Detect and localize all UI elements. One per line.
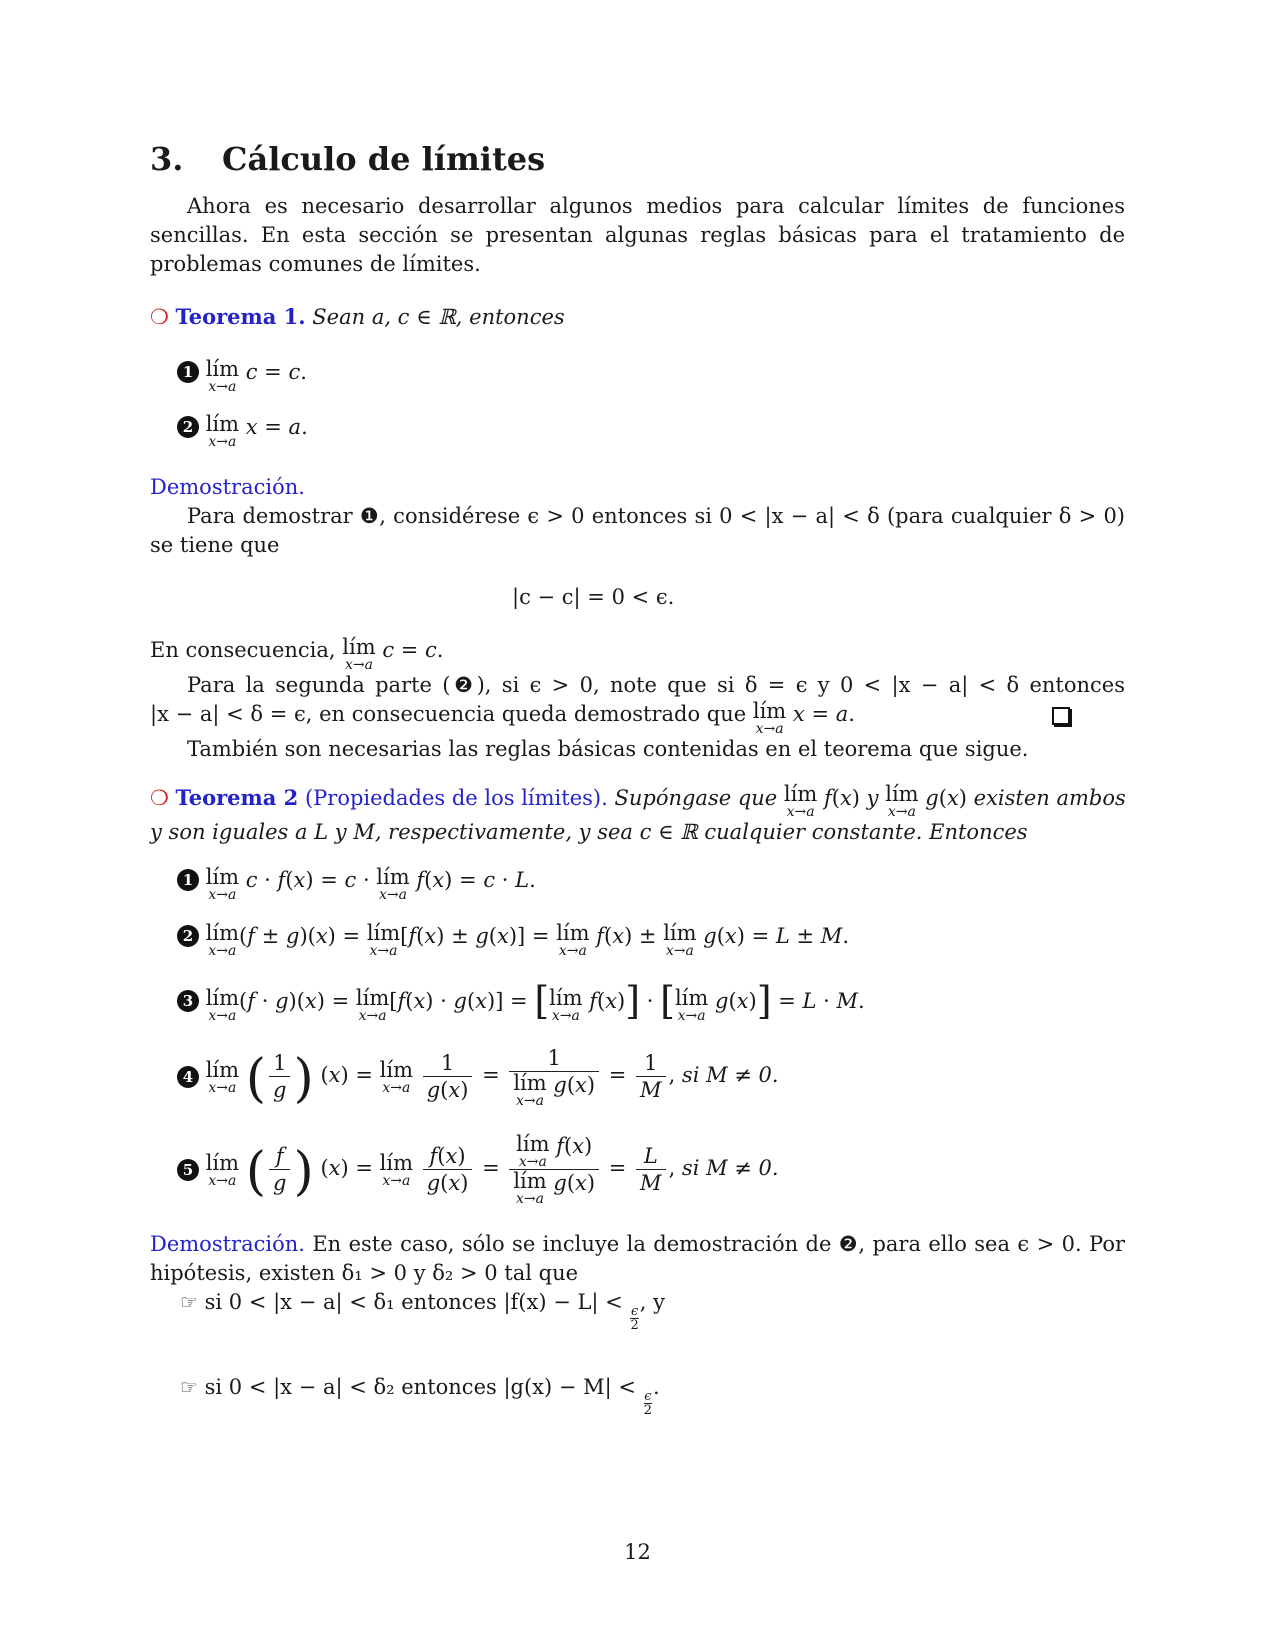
condition-text: si M ≠ 0. bbox=[681, 1063, 779, 1087]
bullet-3-icon: 3 bbox=[177, 990, 199, 1012]
hypothesis-2-text: si 0 < |x − a| < δ₂ entonces |g(x) − M| < bbox=[204, 1375, 636, 1399]
proof-1-part2-line2: |x − a| < δ = ϵ, en consecuencia queda demostrado que lím x→a x = a. bbox=[150, 699, 855, 737]
proof-1-equation: |c − c| = 0 < ϵ. bbox=[512, 585, 675, 609]
hypothesis-2: ☞ si 0 < |x − a| < δ₂ entonces |g(x) − M| < $\frac{\epsilon}{2}$ . bbox=[180, 1375, 660, 1418]
hypothesis-1: ☞ si 0 < |x − a| < δ₁ entonces |f(x) − L| < $\frac{\epsilon}{2}$ , y bbox=[180, 1290, 665, 1333]
lim-operator: lím x→a bbox=[376, 865, 410, 903]
pointing-hand-icon: ☞ bbox=[180, 1290, 198, 1314]
proof-1-part2-line1: Para la segunda parte (❷), si ϵ > 0, note que si δ = ϵ y 0 < |x − a| < δ entonces bbox=[187, 673, 1125, 697]
condition-text: si M ≠ 0. bbox=[681, 1156, 779, 1180]
proof-1-label: Demostración. bbox=[150, 475, 305, 499]
lim-operator: lím x→a bbox=[752, 699, 787, 737]
bullet-5-icon: 5 bbox=[177, 1159, 199, 1181]
theorem-1-item-1: 1 lím x→a c = c. bbox=[177, 358, 307, 394]
lim-operator: lím x→a bbox=[674, 986, 709, 1024]
hypothesis-2-tail: . bbox=[652, 1375, 660, 1399]
lim-operator: lím x→a bbox=[885, 782, 919, 820]
consequence-text: En consecuencia, bbox=[150, 638, 336, 662]
lim-operator: lím x→a bbox=[205, 412, 240, 450]
lim-operator: lím x→a bbox=[205, 986, 240, 1024]
pointing-hand-icon: ☞ bbox=[180, 1375, 198, 1399]
lim-operator: lím x→a bbox=[366, 921, 401, 959]
lim-operator: lím x→a bbox=[205, 865, 240, 903]
bullet-2-icon: 2 bbox=[177, 925, 199, 947]
lim-operator: lím x→a bbox=[205, 1057, 240, 1096]
bullet-2-icon: 2 bbox=[177, 416, 199, 438]
lim-operator: lím x→a bbox=[205, 357, 240, 395]
lim-operator: lím x→a bbox=[663, 921, 697, 959]
proof-2-line1 bbox=[150, 1230, 1125, 1259]
property-2: 2 lím x→a (f ± g)(x) = lím x→a [f(x) ± g(x)] = lím x→a f(x) ± lím x→a g(x) = L ± M. bbox=[177, 922, 849, 958]
lim-operator: lím x→a bbox=[783, 782, 818, 820]
lim-operator: lím x→a bbox=[516, 1132, 550, 1170]
bullet-1-icon: 1 bbox=[177, 361, 199, 383]
proof-2-text-a: En este caso, sólo se incluye la demostración de ❷, para ello sea ϵ > 0. Por bbox=[312, 1232, 1125, 1256]
proof-2-label: Demostración. bbox=[150, 1232, 305, 1256]
theorem-1-label: Teorema 1. bbox=[175, 304, 306, 329]
property-4: 4 lím x→a ( $\frac{1}{g}$ ) (x) = lím x→a $\frac{1}{g(x)}$ = 1 lím x→a g(x) = $\frac{1}{M}$ , si M ≠ 0. bbox=[177, 1045, 779, 1108]
theorem-2-name: (Propiedades de los límites). bbox=[304, 786, 608, 810]
lim-operator: lím x→a bbox=[379, 1057, 413, 1096]
lim-operator: lím x→a bbox=[379, 1150, 413, 1189]
theorem-2-statement-b: existen ambos bbox=[973, 786, 1126, 810]
transition-paragraph: También son necesarias las reglas básicas contenidas en el teorema que sigue. bbox=[187, 737, 1029, 761]
lim-operator: lím x→a bbox=[556, 921, 590, 959]
section-number: 3. bbox=[150, 140, 184, 178]
lim-operator: lím x→a bbox=[513, 1169, 547, 1207]
lim-operator: lím x→a bbox=[513, 1071, 547, 1109]
theorem-2-statement-a: Supóngase que bbox=[614, 786, 778, 810]
proof-1-consequence: En consecuencia, lím x→a c = c. bbox=[150, 635, 444, 673]
intro-paragraph: Ahora es necesario desarrollar algunos medios para calcular límites de funciones sencillas. En esta sección se presentan algunas reglas básicas para el tratamiento de problemas comunes de límites. bbox=[150, 194, 1125, 276]
section-heading bbox=[150, 140, 545, 178]
theorem-2-label: Teorema 2 bbox=[175, 785, 299, 810]
lim-operator: lím x→a bbox=[549, 986, 583, 1024]
lim-operator: lím x→a bbox=[205, 1150, 240, 1189]
proof-1-paragraph: Para demostrar ❶, considérese ϵ > 0 entonces si 0 < |x − a| < δ (para cualquier δ > 0) se tiene que bbox=[150, 504, 1125, 557]
property-5: 5 lím x→a ( $\frac{f}{g}$ ) (x) = lím x→a $\frac{f(x)}{g(x)}$ = lím x→a f(x) lím x→a g(x) = $\frac{L}{M}$ , si M ≠ 0. bbox=[177, 1133, 779, 1206]
theorem-1-header bbox=[150, 302, 565, 332]
section-title: Cálculo de límites bbox=[222, 140, 546, 178]
hypothesis-1-text: si 0 < |x − a| < δ₁ entonces |f(x) − L| < bbox=[204, 1290, 623, 1314]
page-number: 12 bbox=[624, 1540, 651, 1564]
proof-2-line2: hipótesis, existen δ₁ > 0 y δ₂ > 0 tal que bbox=[150, 1261, 579, 1285]
bullet-4-icon: 4 bbox=[177, 1066, 199, 1088]
bullet-1-icon: 1 bbox=[177, 869, 199, 891]
property-3: 3 lím x→a (f · g)(x) = lím x→a [f(x) · g(x)] = [lím x→a f(x)] · [lím x→a g(x)] = L · M. bbox=[177, 987, 865, 1023]
lim-operator: lím x→a bbox=[355, 986, 390, 1024]
qed-icon bbox=[1052, 704, 1070, 733]
theorem-1-statement: Sean a, c ∈ ℝ, entonces bbox=[312, 305, 565, 329]
property-1: 1 lím x→a c · f(x) = c · lím x→a f(x) = c · L. bbox=[177, 866, 536, 902]
theorem-1-item-2: 2 lím x→a x = a. bbox=[177, 413, 308, 449]
theorem-circle-icon: ❍ bbox=[150, 786, 169, 810]
lim-operator: lím x→a bbox=[205, 921, 240, 959]
lim-operator: lím x→a bbox=[342, 635, 376, 673]
theorem-circle-icon: ❍ bbox=[150, 305, 169, 329]
theorem-2-statement-line2: y son iguales a L y M, respectivamente, y sea c ∈ ℝ cualquier constante. Entonces bbox=[150, 820, 1028, 844]
theorem-2-header: ❍ Teorema 2 (Propiedades de los límites). Supóngase que lím x→a f(x) y lím x→a g(x) existen ambos bbox=[150, 782, 1126, 820]
part2-text: |x − a| < δ = ϵ, en consecuencia queda demostrado que bbox=[150, 702, 747, 726]
hypothesis-1-tail: , y bbox=[639, 1290, 665, 1314]
